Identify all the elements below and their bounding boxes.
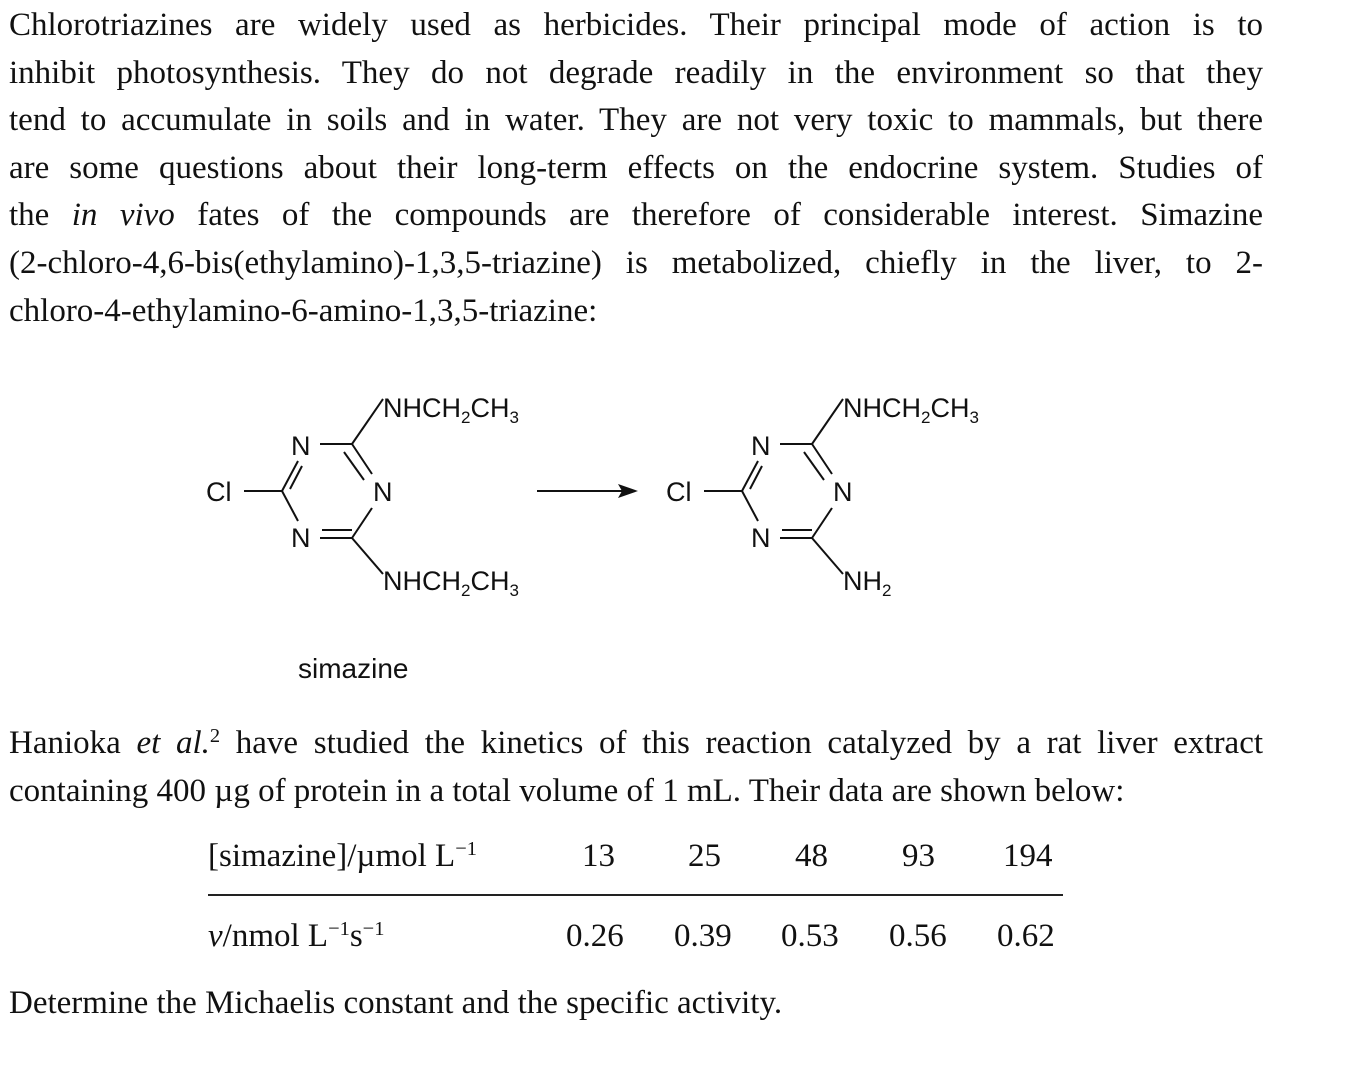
- product-n-bottom: N: [751, 523, 771, 553]
- row1-value-2: 25: [688, 838, 721, 874]
- et-al: et al.: [136, 725, 210, 761]
- intro-paragraph: [9, 2, 1263, 335]
- hanioka-line-1-rest: have studied the kinetics of this reaction catalyzed by a rat liver extract: [235, 725, 1264, 761]
- hanioka-line-2: containing 400 µg of protein in a total volume of 1 mL. Their data are shown below:: [9, 772, 1125, 809]
- reaction-arrow: [537, 484, 638, 498]
- simazine-caption: simazine: [298, 653, 409, 684]
- intro-line-3: tend to accumulate in soils and in water. They are not very toxic to mammals, but there: [9, 102, 1263, 139]
- intro-line-5-pre: the: [9, 197, 50, 234]
- reactant-n-bottom: N: [291, 523, 311, 553]
- row2-value-1: 0.26: [566, 918, 624, 954]
- row1-value-3: 48: [795, 838, 828, 874]
- row1-value-4: 93: [902, 838, 935, 874]
- table-rule: [208, 894, 1063, 896]
- row1-value-1: 13: [582, 838, 615, 874]
- intro-line-4: are some questions about their long-term effects on the endocrine system. Studies of: [9, 149, 1263, 186]
- reactant-cl: Cl: [206, 477, 232, 507]
- row2-value-2: 0.39: [674, 918, 732, 954]
- reaction-scheme: [0, 360, 1100, 700]
- intro-line-5: [9, 192, 1263, 240]
- product-cl: Cl: [666, 477, 692, 507]
- product-bottom-group: $NH_2$: [843, 566, 892, 600]
- in-vivo-italic: in vivo: [71, 197, 175, 234]
- row2-value-3: 0.53: [781, 918, 839, 954]
- reactant-n-top: N: [291, 431, 311, 461]
- row1-value-5: 194: [1003, 838, 1053, 874]
- hanioka-paragraph: [9, 720, 1263, 815]
- question-line: Determine the Michaelis constant and the specific activity.: [9, 985, 783, 1021]
- question-text: [9, 980, 1263, 1028]
- reactant-bonds: [244, 399, 383, 574]
- intro-line-1: Chlorotriazines are widely used as herbicides. Their principal mode of action is to: [9, 7, 1263, 43]
- product-n-right: N: [833, 477, 853, 507]
- product-top-group: $NHCH_2CH_3$: [843, 393, 979, 427]
- intro-line-7: chloro-4-ethylamino-6-amino-1,3,5-triazine:: [9, 292, 598, 329]
- intro-line-6: (2-chloro-4,6-bis(ethylamino)-1,3,5-triazine) is metabolized, chiefly in the liver, to 2-: [9, 244, 1263, 281]
- row1-label: [simazine]/µmol $L^{-1}$: [208, 837, 477, 874]
- reactant-n-right: N: [373, 477, 393, 507]
- author-name: Hanioka: [9, 725, 121, 761]
- reactant-bottom-group: $NHCH_2CH_3$: [383, 566, 519, 600]
- row2-label: v/nmol $L^{-1}s^{-1}$: [208, 917, 385, 954]
- hanioka-line-1: [9, 720, 1263, 768]
- reference-number: 2: [209, 724, 221, 747]
- row2-value-5: 0.62: [997, 918, 1055, 954]
- product-bonds: [704, 399, 843, 574]
- kinetics-table: [0, 830, 1100, 970]
- row2-value-4: 0.56: [889, 918, 947, 954]
- intro-line-5-post: fates of the compounds are therefore of considerable interest. Simazine: [197, 197, 1263, 234]
- reactant-top-group: $NHCH_2CH_3$: [383, 393, 519, 427]
- intro-line-2: inhibit photosynthesis. They do not degrade readily in the environment so that they: [9, 54, 1263, 91]
- product-n-top: N: [751, 431, 771, 461]
